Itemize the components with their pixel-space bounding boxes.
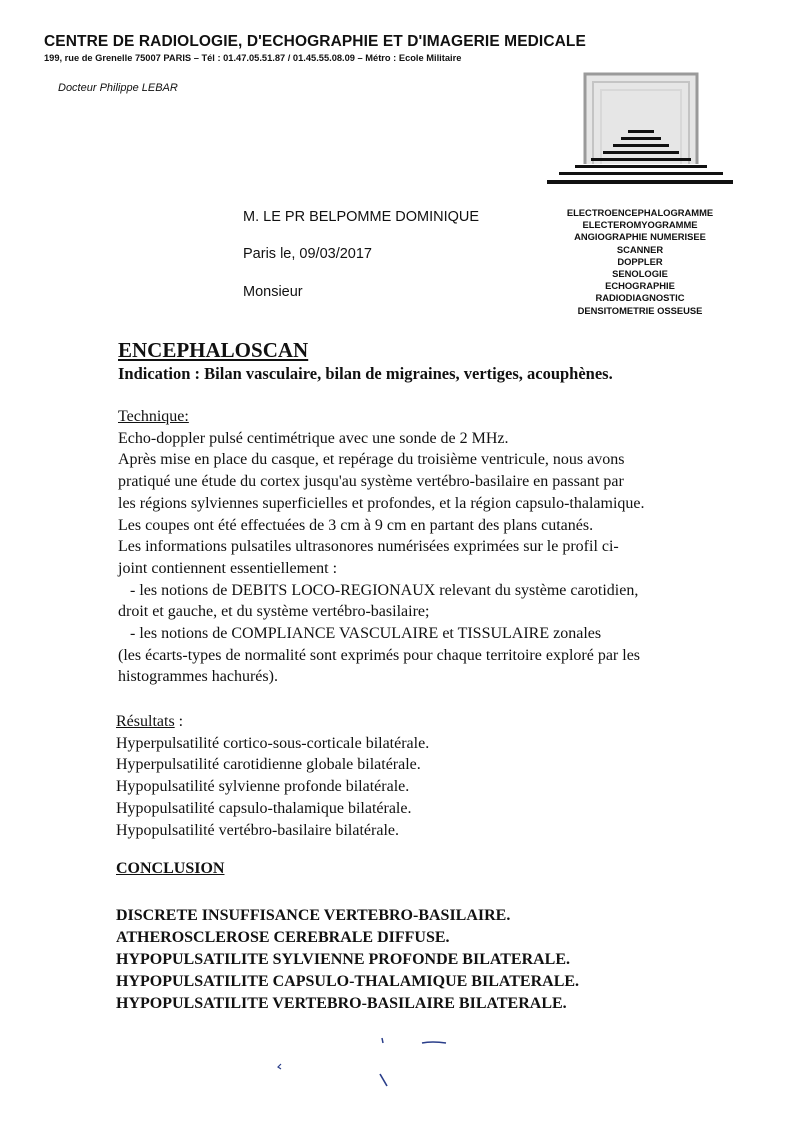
technique-line: joint contiennent essentiellement : [118, 559, 338, 577]
technique-line: - les notions de COMPLIANCE VASCULAIRE et TISSULAIRE zonales [118, 625, 602, 643]
result-line: Hypopulsatilité vertébro-basilaire bilatérale. [116, 821, 399, 839]
exam-title-text: ENCEPHALOSCAN [118, 338, 309, 362]
salutation: Monsieur [243, 284, 303, 300]
service-item: DENSITOMETRIE OSSEUSE [577, 304, 703, 316]
technique-line: Après mise en place du casque, et repérage du troisième ventricule, nous avons [118, 451, 625, 469]
signature-marks [270, 1030, 470, 1100]
conclusion-line: HYPOPULSATILITE VERTEBRO-BASILAIRE BILATERALE. [116, 995, 567, 1012]
service-item: SCANNER [616, 243, 664, 255]
technique-line: (les écarts-types de normalité sont exprimés pour chaque territoire exploré par les [118, 646, 641, 664]
technique-line: histogrammes hachurés). [118, 668, 278, 686]
technique-line: - les notions de DEBITS LOCO-REGIONAUX relevant du système carotidien, [118, 581, 639, 599]
result-line: Hypopulsatilité capsulo-thalamique bilatérale. [116, 799, 412, 817]
technique-section [118, 406, 645, 688]
technique-line: Les coupes ont été effectuées de 3 cm à 9 cm en partant des plans cutanés. [118, 516, 594, 534]
technique-line: Echo-doppler pulsé centimétrique avec une sonde de 2 MHz. [118, 429, 509, 447]
results-heading: Résultats [116, 713, 175, 730]
technique-heading: Technique: [118, 408, 189, 425]
services-list [545, 207, 735, 317]
technique-line: pratiqué une étude du cortex jusqu'au système vertébro-basilaire en passant par [118, 473, 624, 491]
service-item: RADIODIAGNOSTIC [595, 292, 685, 304]
conclusion-section [116, 905, 579, 1015]
service-item: DOPPLER [617, 255, 663, 267]
conclusion-line: HYPOPULSATILITE SYLVIENNE PROFONDE BILATERALE. [116, 951, 571, 968]
recipient-name: M. LE PR BELPOMME DOMINIQUE [243, 209, 480, 225]
technique-line: Les informations pulsatiles ultrasonores numérisées exprimées sur le profil ci- [118, 538, 619, 556]
conclusion-line: HYPOPULSATILITE CAPSULO-THALAMIQUE BILATERALE. [116, 973, 580, 990]
technique-line: les régions sylviennes superficielles et profondes, et la région capsulo-thalamique. [118, 494, 645, 512]
conclusion-heading: CONCLUSION [116, 860, 225, 877]
service-item: SENOLOGIE [612, 268, 668, 280]
clinic-name: CENTRE DE RADIOLOGIE, D'ECHOGRAPHIE ET D'IMAGERIE MEDICALE [44, 33, 586, 50]
result-line: Hyperpulsatilité carotidienne globale bilatérale. [116, 756, 421, 774]
exam-title [118, 338, 308, 363]
doctor-name: Docteur Philippe LEBAR [58, 82, 178, 94]
result-line: Hyperpulsatilité cortico-sous-corticale bilatérale. [116, 734, 430, 752]
exam-indication: Indication : Bilan vasculaire, bilan de migraines, vertiges, acouphènes. [118, 364, 613, 383]
results-section [116, 711, 429, 841]
clinic-logo [545, 72, 735, 194]
conclusion-line: DISCRETE INSUFFISANCE VERTEBRO-BASILAIRE. [116, 907, 511, 924]
results-heading-suffix: : [174, 713, 184, 730]
result-line: Hypopulsatilité sylvienne profonde bilatérale. [116, 778, 410, 796]
technique-line: droit et gauche, et du système vertébro-basilaire; [118, 603, 430, 621]
service-item: ELECTROENCEPHALOGRAMME [566, 207, 714, 218]
conclusion-line: ATHEROSCLEROSE CEREBRALE DIFFUSE. [116, 929, 450, 946]
service-item: ELECTEROMYOGRAMME [582, 219, 698, 231]
service-item: ECHOGRAPHIE [605, 280, 675, 292]
letter-date: Paris le, 09/03/2017 [243, 246, 372, 262]
service-item: ANGIOGRAPHIE NUMERISEE [574, 231, 706, 243]
clinic-address: 199, rue de Grenelle 75007 PARIS – Tél : 01.47.05.51.87 / 01.45.55.08.09 – Métro : Ecole Militaire [44, 53, 462, 63]
